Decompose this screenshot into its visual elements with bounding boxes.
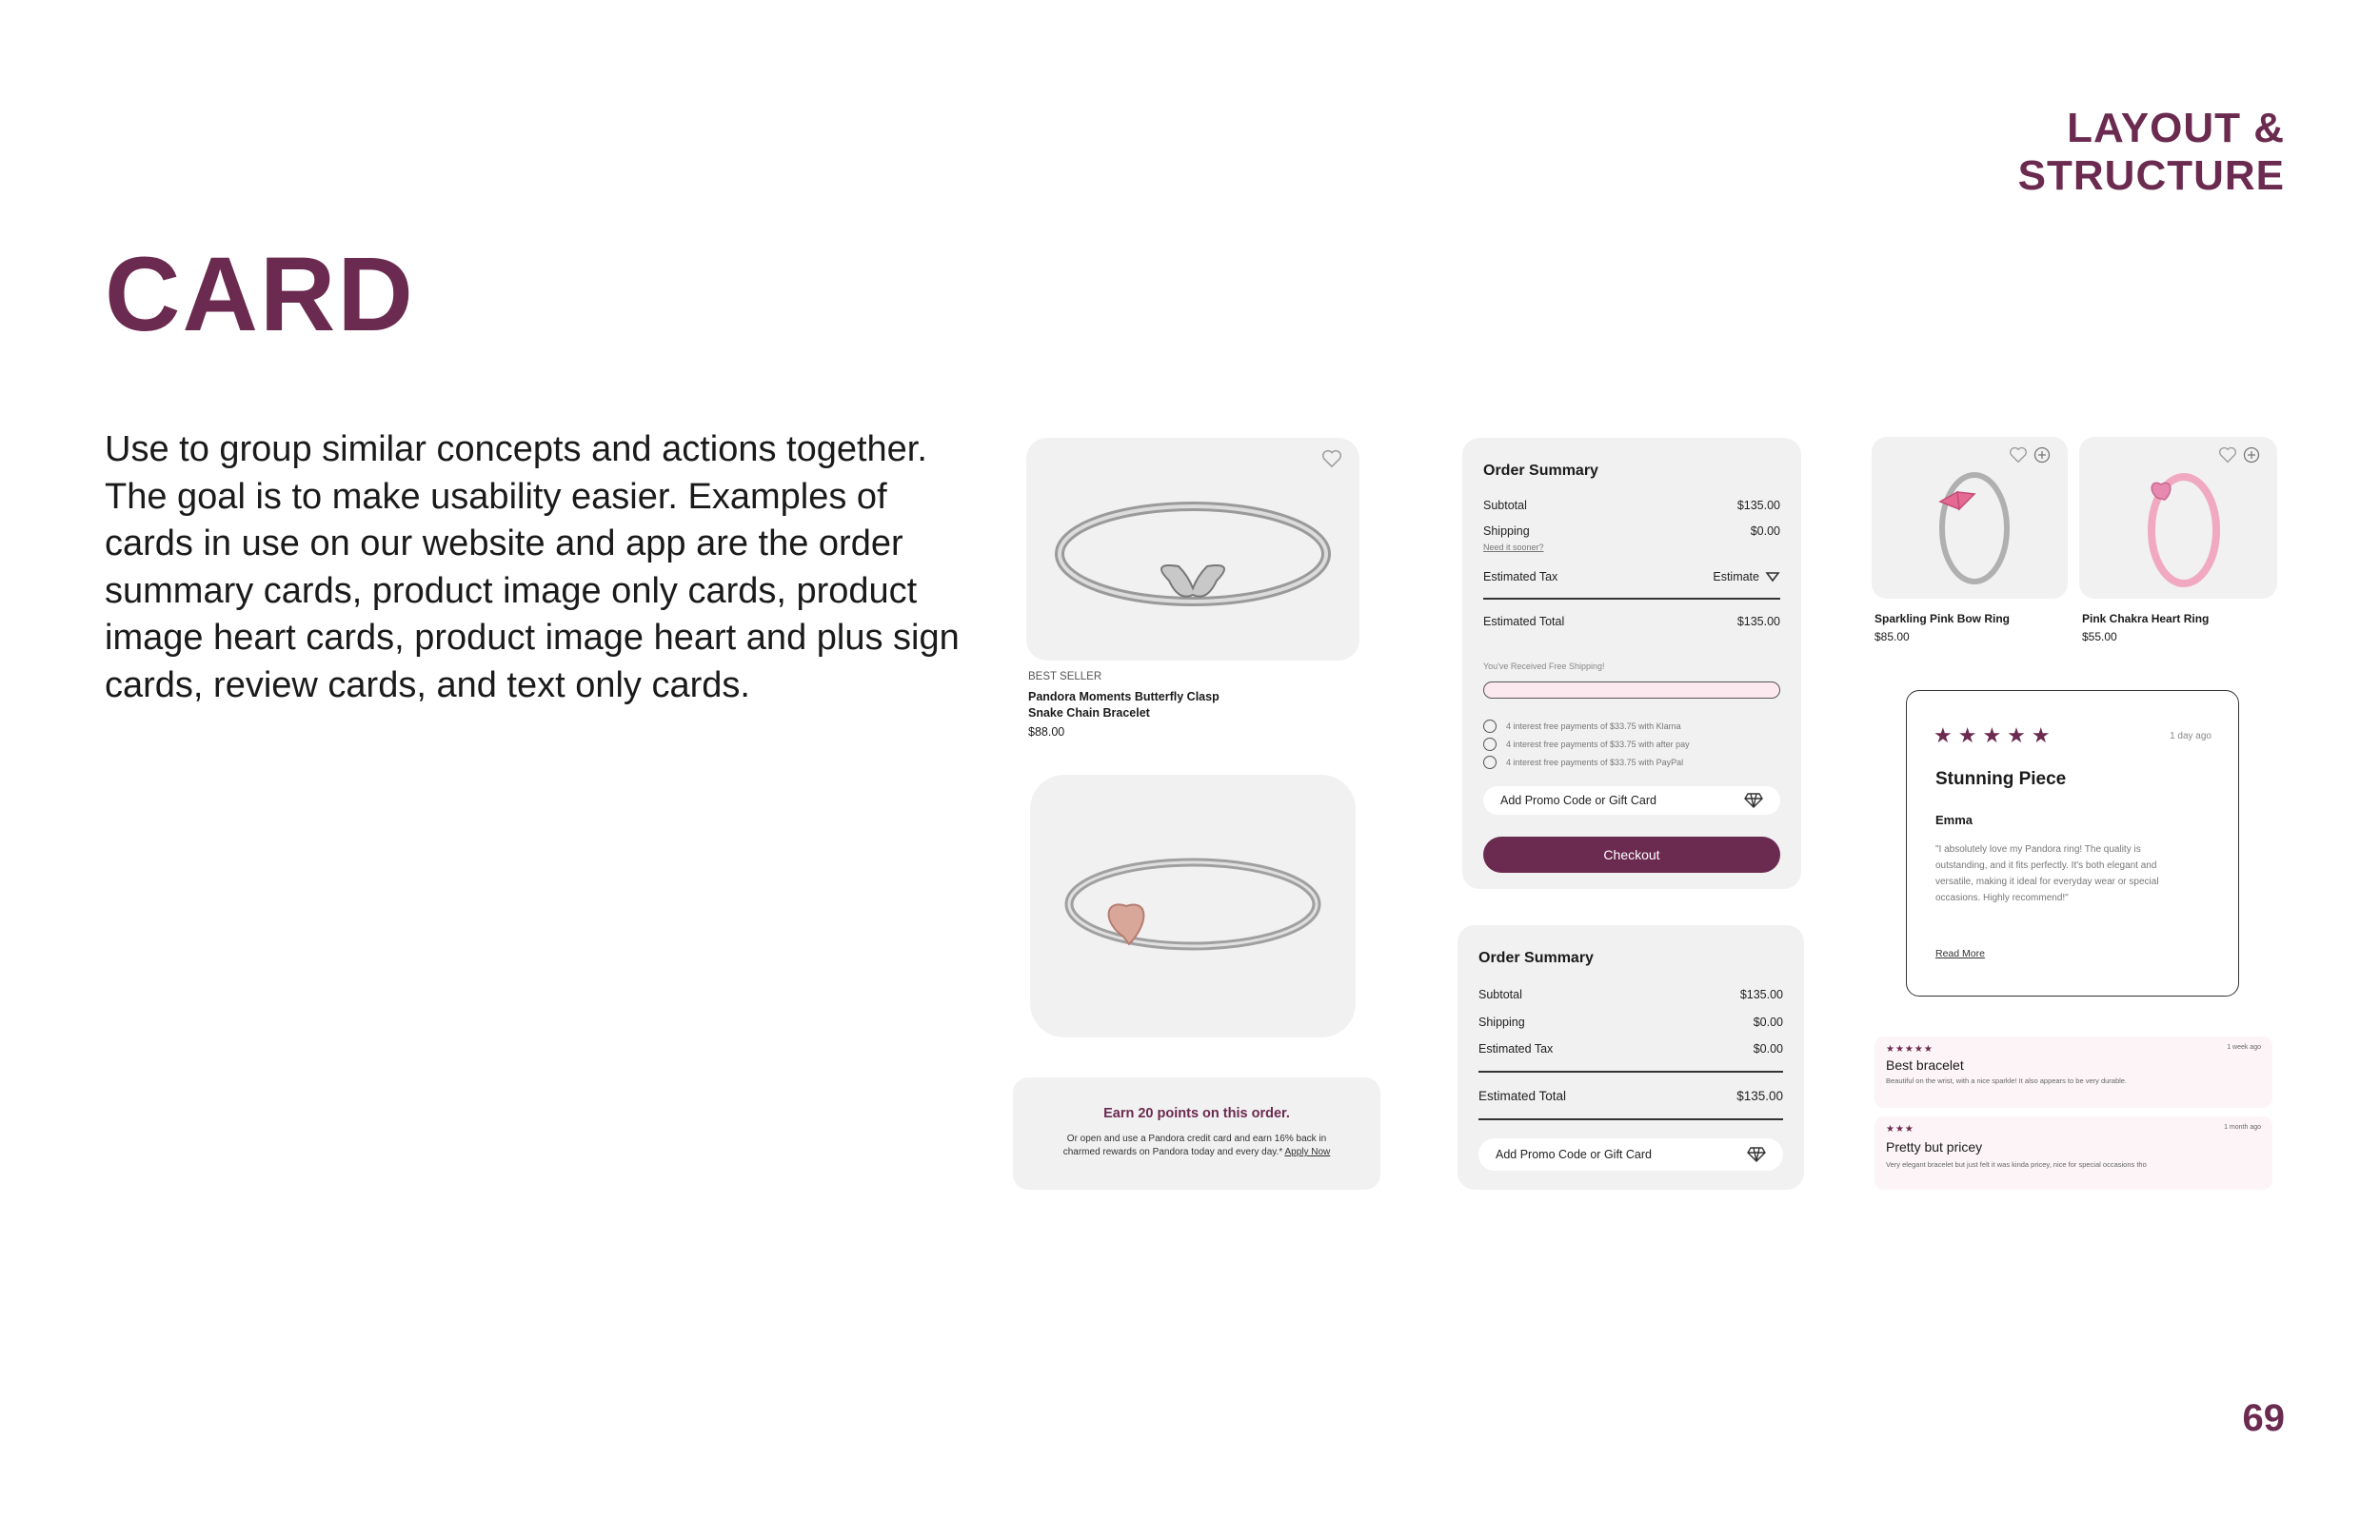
- mini-review-card[interactable]: [1874, 1116, 2272, 1190]
- radio-icon: [1483, 756, 1497, 769]
- checkout-button[interactable]: Checkout: [1483, 837, 1780, 873]
- need-sooner-link[interactable]: Need it sooner?: [1483, 543, 1544, 552]
- bracelet-heart-clasp-image: [1055, 841, 1331, 975]
- promo-code-field[interactable]: [1483, 786, 1780, 815]
- plus-icon[interactable]: [2243, 446, 2260, 464]
- order-summary-title: Order Summary: [1483, 463, 1598, 479]
- free-shipping-text: You've Received Free Shipping!: [1483, 661, 1605, 671]
- product-image-heart-plus-card[interactable]: [1872, 437, 2068, 599]
- page-title: CARD: [105, 236, 415, 353]
- total-label: Estimated Total: [1478, 1089, 1567, 1103]
- paypal-radio[interactable]: [1483, 756, 1690, 769]
- promo-label: Add Promo Code or Gift Card: [1500, 794, 1656, 807]
- diamond-icon: [1744, 792, 1763, 809]
- review-title: Pretty but pricey: [1886, 1139, 1983, 1155]
- plus-icon[interactable]: [2033, 446, 2051, 464]
- intro-text: Use to group similar concepts and actions together. The goal is to make usability easier. Examples of cards in use on our website and app are the order summary cards, product image only cards, product image heart cards, product image heart and plus sign cards, review cards, and text only cards.: [105, 429, 960, 705]
- heart-icon[interactable]: [1321, 449, 1342, 468]
- ring-name[interactable]: Sparkling Pink Bow Ring: [1874, 612, 2011, 625]
- order-summary-card: [1458, 925, 1804, 1190]
- subtotal-label: Subtotal: [1478, 988, 1522, 1001]
- ring-price: $85.00: [1874, 630, 1910, 643]
- diamond-icon: [1747, 1146, 1766, 1163]
- review-time: 1 month ago: [2224, 1124, 2261, 1131]
- payment-option: 4 interest free payments of $33.75 with after pay: [1506, 740, 1690, 749]
- chevron-down-icon: [1765, 571, 1780, 582]
- estimate-dropdown[interactable]: [1713, 570, 1780, 583]
- product-image-heart-card[interactable]: [1026, 438, 1359, 661]
- ring-price: $55.00: [2082, 630, 2117, 643]
- afterpay-radio[interactable]: [1483, 738, 1690, 751]
- total-value: $135.00: [1736, 1089, 1783, 1103]
- free-shipping-progress: [1483, 681, 1780, 699]
- product-name-line2[interactable]: Snake Chain Bracelet: [1028, 706, 1150, 720]
- order-summary-card: [1462, 438, 1801, 889]
- radio-icon: [1483, 738, 1497, 751]
- promo-label: Add Promo Code or Gift Card: [1496, 1148, 1652, 1161]
- pink-heart-ring-image: [2127, 454, 2231, 587]
- review-time: 1 week ago: [2227, 1044, 2261, 1051]
- review-body: Very elegant bracelet but just felt it was kinda pricey, nice for special occasions tho: [1886, 1160, 2147, 1169]
- divider: [1478, 1071, 1783, 1073]
- review-body: Beautiful on the wrist, with a nice sparkle! It also appears to be very durable.: [1886, 1076, 2128, 1085]
- total-label: Estimated Total: [1483, 615, 1565, 628]
- tax-label: Estimated Tax: [1483, 570, 1558, 583]
- payment-option: 4 interest free payments of $33.75 with Klarna: [1506, 721, 1681, 731]
- read-more-link[interactable]: Read More: [1935, 948, 1985, 959]
- points-title: Earn 20 points on this order.: [1103, 1106, 1290, 1121]
- product-price: $88.00: [1028, 725, 1065, 739]
- promo-code-field[interactable]: [1478, 1138, 1783, 1171]
- subtotal-value: $135.00: [1736, 499, 1780, 512]
- points-body: Or open and use a Pandora credit card and earn 16% back in charmed rewards on Pandora today and every day.*: [1062, 1134, 1327, 1157]
- estimate-label: Estimate: [1713, 570, 1759, 583]
- product-badge: BEST SELLER: [1028, 671, 1102, 682]
- mini-review-card[interactable]: [1874, 1037, 2272, 1108]
- product-name-line1[interactable]: Pandora Moments Butterfly Clasp: [1028, 690, 1220, 703]
- subtotal-label: Subtotal: [1483, 499, 1527, 512]
- total-value: $135.00: [1736, 615, 1780, 628]
- apply-now-link[interactable]: Apply Now: [1284, 1147, 1331, 1157]
- points-text-card: [1013, 1077, 1380, 1190]
- shipping-label: Shipping: [1478, 1016, 1525, 1029]
- product-image-only-card[interactable]: [1030, 775, 1356, 1037]
- subtotal-value: $135.00: [1739, 988, 1783, 1001]
- review-body: "I absolutely love my Pandora ring! The quality is outstanding, and it fits perfectly. It's both elegant and versatile, making it ideal for everyday wear or special occasions. Highly recommend!": [1935, 844, 2159, 903]
- klarna-radio[interactable]: [1483, 720, 1690, 733]
- payment-option: 4 interest free payments of $33.75 with PayPal: [1506, 758, 1684, 767]
- review-title: Best bracelet: [1886, 1057, 1964, 1073]
- shipping-label: Shipping: [1483, 524, 1530, 538]
- review-card[interactable]: [1906, 690, 2239, 997]
- shipping-value: $0.00: [1750, 524, 1780, 538]
- tax-label: Estimated Tax: [1478, 1042, 1554, 1056]
- star-rating: ★★★★★: [1886, 1044, 1934, 1055]
- star-rating: ★★★: [1886, 1124, 1914, 1135]
- page-number: 69: [2242, 1397, 2285, 1439]
- review-title: Stunning Piece: [1935, 769, 2067, 789]
- review-author: Emma: [1935, 813, 1973, 827]
- divider: [1483, 598, 1780, 600]
- tax-value: $0.00: [1753, 1042, 1783, 1056]
- product-image-heart-plus-card[interactable]: [2079, 437, 2277, 599]
- radio-icon: [1483, 720, 1497, 733]
- ring-name[interactable]: Pink Chakra Heart Ring: [2082, 612, 2210, 625]
- butterfly-bracelet-image: [1045, 485, 1340, 628]
- review-time: 1 day ago: [2170, 731, 2211, 741]
- shipping-value: $0.00: [1753, 1016, 1783, 1029]
- divider: [1478, 1118, 1783, 1120]
- pink-bow-ring-image: [1919, 454, 2024, 587]
- section-header: LAYOUT & STRUCTURE: [2017, 105, 2285, 199]
- order-summary-title: Order Summary: [1478, 950, 1594, 966]
- star-rating: ★★★★★: [1934, 723, 2056, 747]
